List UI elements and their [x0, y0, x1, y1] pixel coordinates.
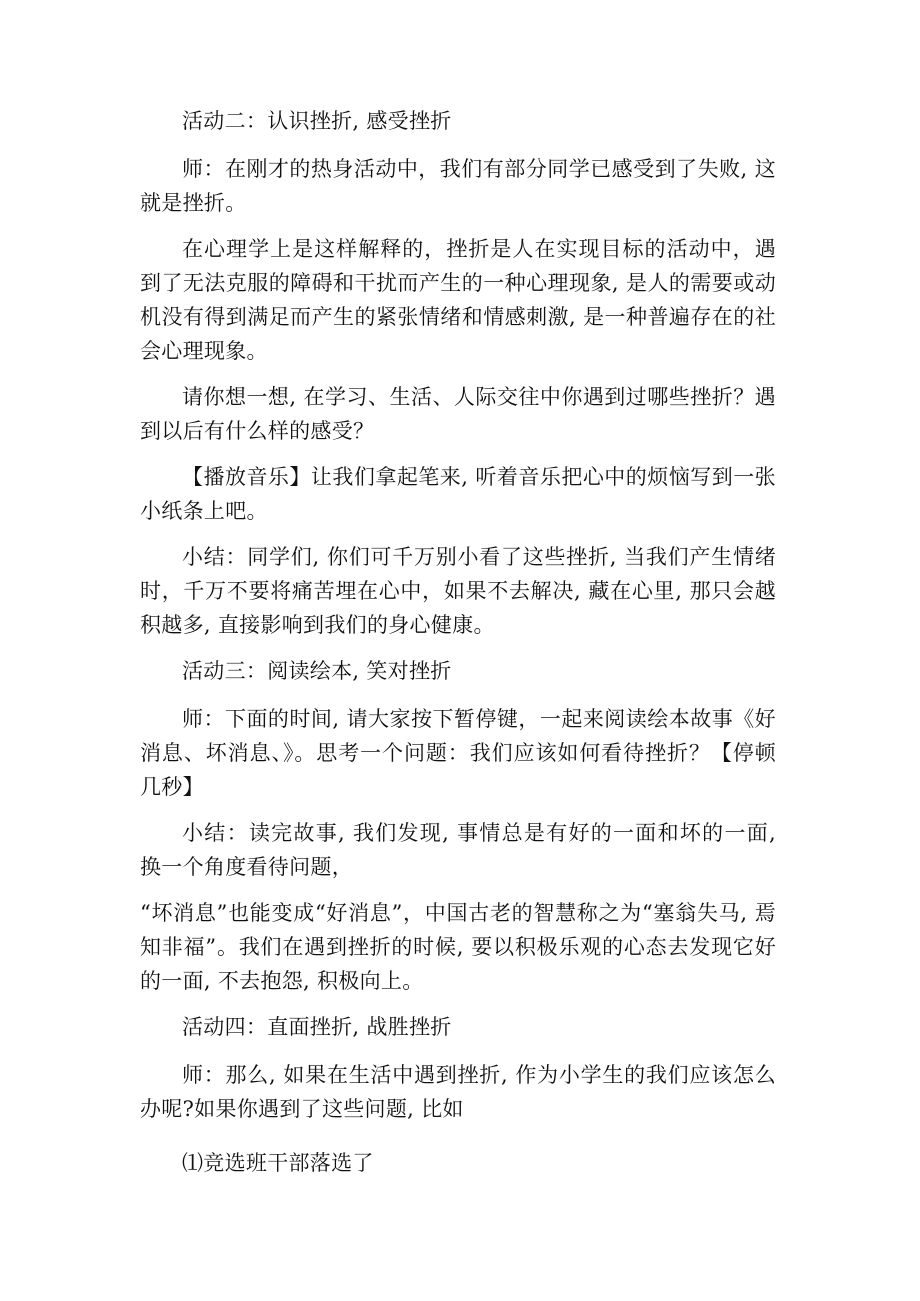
document-body	[140, 104, 776, 1192]
summary-paragraph-one: 小结：同学们, 你们可千万别小看了这些挫折, 当我们产生情绪时，千万不要将痛苦埋在心中，如果不去解决, 藏在心里, 那只会越积越多, 直接影响到我们的身心健康。	[140, 545, 776, 637]
activity-three-heading: 活动三：阅读绘本, 笑对挫折	[182, 659, 452, 683]
music-instruction-paragraph: 【播放音乐】让我们拿起笔来, 听着音乐把心中的烦恼写到一张小纸条上吧。	[140, 465, 776, 523]
activity-four-heading: 活动四：直面挫折, 战胜挫折	[182, 1015, 452, 1039]
summary-paragraph-two: 小结：读完故事, 我们发现, 事情总是有好的一面和坏的一面, 换一个角度看待问题，	[140, 821, 776, 879]
reflection-question-paragraph: 请你想一想, 在学习、生活、人际交往中你遇到过哪些挫折？遇到以后有什么样的感受？	[140, 385, 776, 443]
psychology-definition-paragraph: 在心理学上是这样解释的，挫折是人在实现目标的活动中，遇到了无法克服的障碍和干扰而产生的一种心理现象, 是人的需要或动机没有得到满足而产生的紧张情绪和情感刺激, 是一种普遍存在的社会心理现象。	[140, 237, 776, 363]
teacher-paragraph-what-to-do: 师：那么, 如果在生活中遇到挫折, 作为小学生的我们应该怎么办呢?如果你遇到了这些问题, 比如	[140, 1063, 776, 1121]
teacher-paragraph-failure: 师：在刚才的热身活动中，我们有部分同学已感受到了失败, 这就是挫折。	[140, 157, 776, 215]
list-item-class-election: ⑴竞选班干部落选了	[182, 1151, 374, 1175]
teacher-paragraph-picture-book: 师：下面的时间, 请大家按下暂停键，一起来阅读绘本故事《好消息、坏消息、》。思考一个问题：我们应该如何看待挫折？【停顿几秒】	[140, 707, 776, 799]
good-news-bad-news-paragraph: “坏消息”也能变成“好消息”，中国古老的智慧称之为“塞翁失马, 焉知非福”。我们在遇到挫折的时候, 要以积极乐观的心态去发现它好的一面, 不去抱怨, 积极向上。	[140, 901, 776, 993]
activity-two-heading: 活动二：认识挫折, 感受挫折	[182, 109, 452, 133]
